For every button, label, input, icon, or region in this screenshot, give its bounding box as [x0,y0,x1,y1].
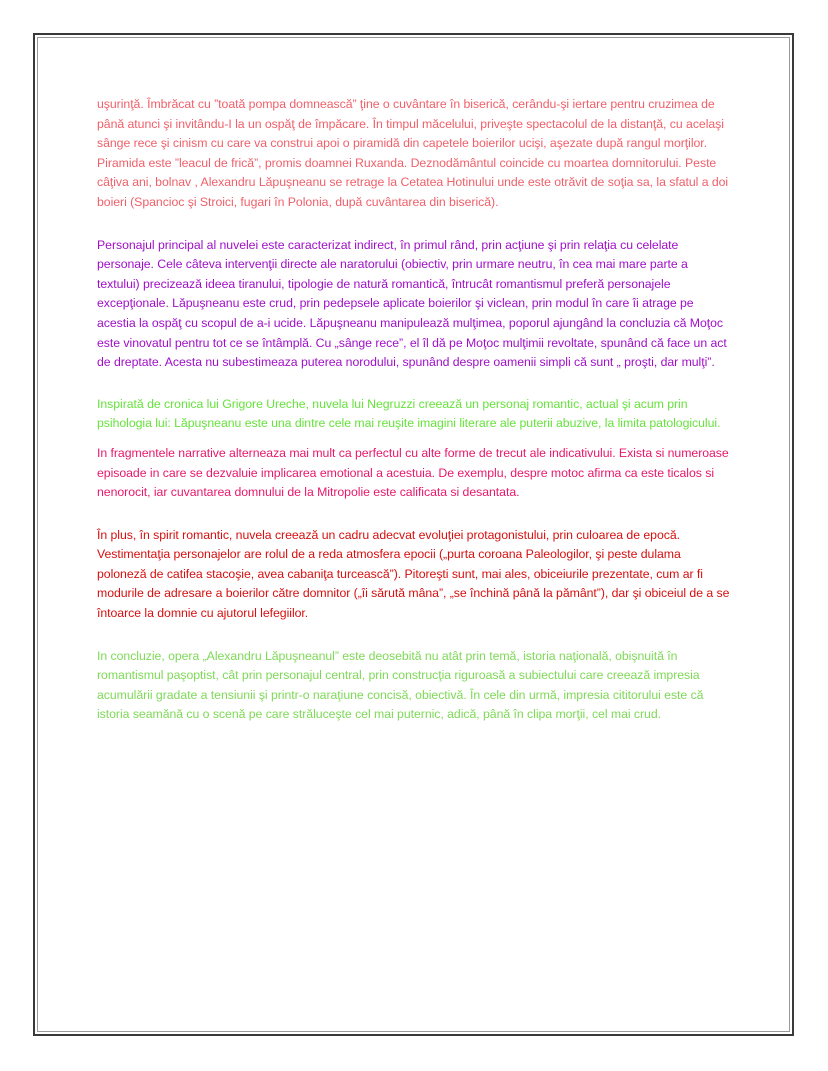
paragraph-character-analysis: Personajul principal al nuvelei este caracterizat indirect, în primul rând, prin acţiune şi prin relaţia cu celelate personaje. Cele câteva intervenţii directe ale naratorului (obiectiv, prin urmare neutru, în cea mai mare parte a textului) precizează ideea tiranului, tipologie de natură romantică, întrucât romantismul preferă personajele excepţionale. Lăpuşneanu este crud, prin pedepsele aplicate boierilor şi viclean, prin modul în care îi atrage pe acestia la ospăţ cu scopul de a-i ucide. Lăpuşneanu manipulează mulţimea, poporul ajungând la concluzia că Moţoc este vinovatul pentru tot ce se întâmplă. Cu „sânge rece”, el îl dă pe Moţoc mulţimii revoltate, spunând că face un act de dreptate. Acesta nu subestimeaza puterea norodului, spunând despre oamenii simpli că sunt „ proşti, dar mulţi”. [97,237,727,370]
paragraph-plot-ending: uşurinţă. Îmbrăcat cu ”toată pompa domnească” ţine o cuvântare în biserică, cerându-şi iertare pentru cruzimea de până atunci şi invitându-I la un ospăţ de împăcare. În timpul măcelului, priveşte spectacolul de la distanţă, cu acelaşi sânge rece şi cinism cu care va construi apoi o piramidă din capetele boierilor ucişi, aşezate după rangul morţilor. Piramida este ”leacul de frică”, promis doamnei Ruxanda. Deznodământul coincide cu moartea domnitorului. Peste câţiva ani, bolnav , Alexandru Lăpuşneanu se retrage la Cetatea Hotinului unde este otrăvit de soţia sa, la sfatul a doi boieri (Spancioc şi Stroici, fugari în Polonia, după cuvântarea din biserică). [97,97,729,209]
paragraph-romantic-setting: În plus, în spirit romantic, nuvela creează un cadru adecvat evoluţiei protagonistului, prin culoarea de epocă. Vestimentaţia personajelor are rolul de a reda atmosfera epocii („purta coroana Paleologilor, şi peste dulama poloneză de catifea stacoşie, avea cabaniţa turcească”). Pitoreşti sunt, mai ales, obiceiurile prezentate, cum ar fi modurile de adresare a boierilor către domnitor („îi sărută mâna”, „se închină până la pământ”), dar şi obiceiul de a se întoarce la domnie cu ajutorul lefegiilor. [97,527,730,621]
paragraph-conclusion: In concluzie, opera „Alexandru Lăpuşneanul” este deosebită nu atât prin temă, istoria naţională, obişnuită în romantismul paşoptist, cât prin personajul central, prin construcţia riguroasă a subiectului care creează impresia acumulării gradate a tensiunii şi printr-o naraţiune concisă, obiectivă. În cele din urmă, impresia cititorului este că istoria seamănă cu o scenă pe care străluceşte cel mai puternic, adică, până în clipa morţii, cel mai crud. [97,648,704,722]
paragraph-narrative-tenses: In fragmentele narrative alterneaza mai mult ca perfectul cu alte forme de trecut ale indicativului. Exista si numeroase episoade in care se dezvaluie implicarea emotional a acestuia. De exemplu, despre motoc afirma ca este ticalos si nenorocit, iar cuvantarea domnului de la Mitropolie este calificata si desantata. [97,445,729,500]
paragraph-inspiration: Inspirată de cronica lui Grigore Ureche, nuvela lui Negruzzi creează un personaj romantic, actual şi acum prin psihologia lui: Lăpuşneanu este una dintre cele mai reuşite imagini literare ale puterii abuzive, la limita patologicului. [97,396,721,431]
document-body [97,95,733,725]
